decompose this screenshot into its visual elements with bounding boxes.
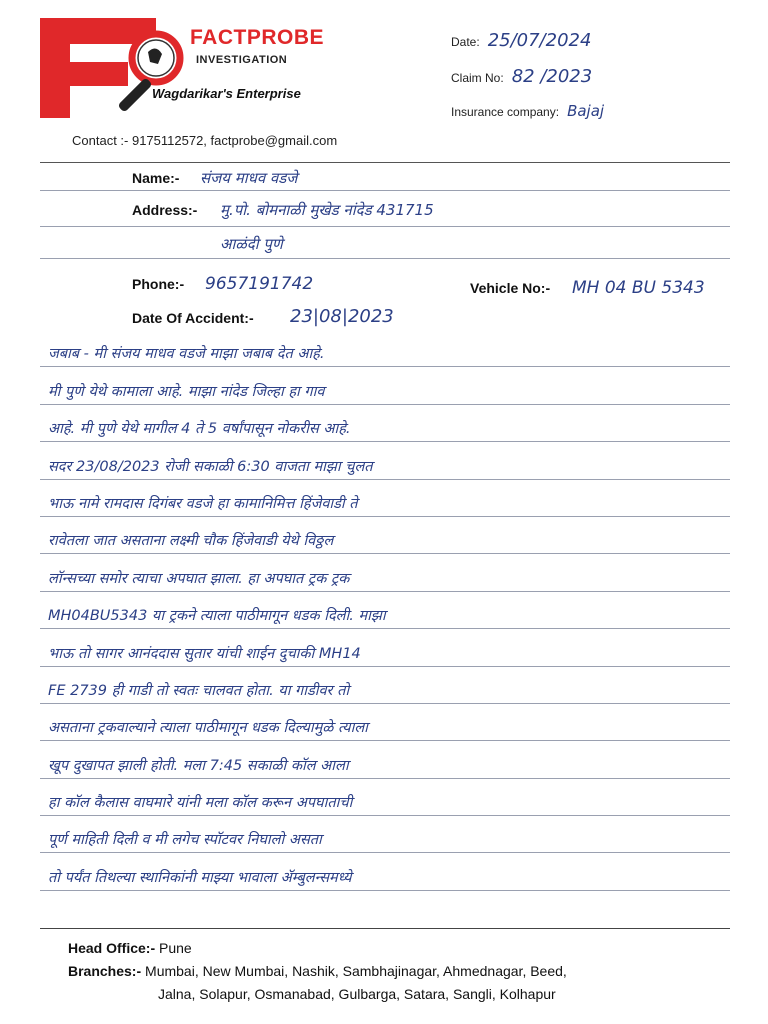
brand-name: FACTPROBE — [190, 26, 325, 49]
phone-label: Phone:- — [132, 276, 185, 292]
statement-body — [40, 330, 730, 891]
accident-date-value: 23|08|2023 — [290, 306, 394, 327]
statement-line: रावेतला जात असताना लक्ष्मी चौक हिंजेवाडी येथे विठ्ठल — [40, 517, 730, 554]
statement-line: FE 2739 ही गाडी तो स्वतः चालवत होता. या गाडीवर तो — [40, 667, 730, 704]
branches-label: Branches:- — [68, 963, 142, 979]
name-value: संजय माधव वडजे — [200, 169, 298, 187]
vehicle-value: MH 04 BU 5343 — [572, 278, 705, 298]
statement-line: सदर 23/08/2023 रोजी सकाळी 6:30 वाजता माझा चुलत — [40, 442, 730, 479]
branches-line-2: Jalna, Solapur, Osmanabad, Gulbarga, Satara, Sangli, Kolhapur — [158, 986, 556, 1002]
date-label: Date: — [451, 35, 480, 49]
head-office — [68, 937, 567, 960]
address-underline-1 — [40, 226, 730, 227]
name-label: Name:- — [132, 170, 180, 186]
claim-value: 82 /2023 — [511, 66, 593, 87]
statement-line: भाऊ नामे रामदास दिगंबर वडजे हा कामानिमित्त हिंजेवाडी ते — [40, 480, 730, 517]
statement-line: आहे. मी पुणे येथे मागील 4 ते 5 वर्षांपासून नोकरीस आहे. — [40, 405, 730, 442]
footer-divider — [40, 928, 730, 929]
insurer-value: Bajaj — [567, 102, 605, 120]
statement-line: जबाब - मी संजय माधव वडजे माझा जबाब देत आहे. — [40, 330, 730, 367]
accident-date-label: Date Of Accident:- — [132, 310, 254, 326]
brand-subtitle: INVESTIGATION — [196, 54, 288, 66]
statement-line: हा कॉल कैलास वाघमारे यांनी मला कॉल करून अपघाताची — [40, 779, 730, 816]
address-label: Address:- — [132, 202, 198, 218]
contact-info: Contact :- 9175112572, factprobe@gmail.com — [72, 133, 338, 148]
statement-line: खूप दुखापत झाली होती. मला 7:45 सकाळी कॉल आला — [40, 741, 730, 778]
vehicle-label: Vehicle No:- — [470, 280, 551, 296]
date-value: 25/07/2024 — [487, 30, 592, 51]
statement-line: MH04BU5343 या ट्रकने त्याला पाठीमागून धडक दिली. माझा — [40, 592, 730, 629]
insurer-row — [451, 102, 604, 120]
branches — [68, 960, 567, 983]
phone-value: 9657191742 — [205, 274, 314, 294]
statement-line: लॉन्सच्या समोर त्याचा अपघात झाला. हा अपघात ट्रक ट्रक — [40, 554, 730, 591]
statement-line: असताना ट्रकवाल्याने त्याला पाठीमागून धडक दिल्यामुळे त्याला — [40, 704, 730, 741]
date-row — [451, 30, 591, 51]
claim-label: Claim No: — [451, 71, 504, 85]
address-underline-2 — [40, 258, 730, 259]
statement-line: भाऊ तो सागर आनंददास सुतार यांची शाईन दुचाकी MH14 — [40, 629, 730, 666]
address-line-2: आळंदी पुणे — [220, 235, 283, 253]
claim-row — [451, 66, 592, 87]
statement-line: मी पुणे येथे कामाला आहे. माझा नांदेड जिल्हा हा गाव — [40, 367, 730, 404]
statement-line: तो पर्यंत तिथल्या स्थानिकांनी माझ्या भावाला ॲम्बुलन्समध्ये — [40, 853, 730, 890]
statement-line: पूर्ण माहिती दिली व मी लगेच स्पॉटवर निघालो असता — [40, 816, 730, 853]
header-divider — [40, 162, 730, 163]
head-office-label: Head Office:- — [68, 940, 156, 956]
insurer-label: Insurance company: — [451, 105, 560, 119]
enterprise-name: Wagdarikar's Enterprise — [152, 86, 301, 101]
footer — [68, 937, 567, 1006]
branches-line-1: Mumbai, New Mumbai, Nashik, Sambhajinagar, Ahmednagar, Beed, — [145, 963, 567, 979]
head-office-value: Pune — [159, 940, 192, 956]
name-underline — [40, 190, 730, 191]
address-line-1: मु.पो. बोमनाळी मुखेड नांदेड 431715 — [220, 201, 434, 219]
